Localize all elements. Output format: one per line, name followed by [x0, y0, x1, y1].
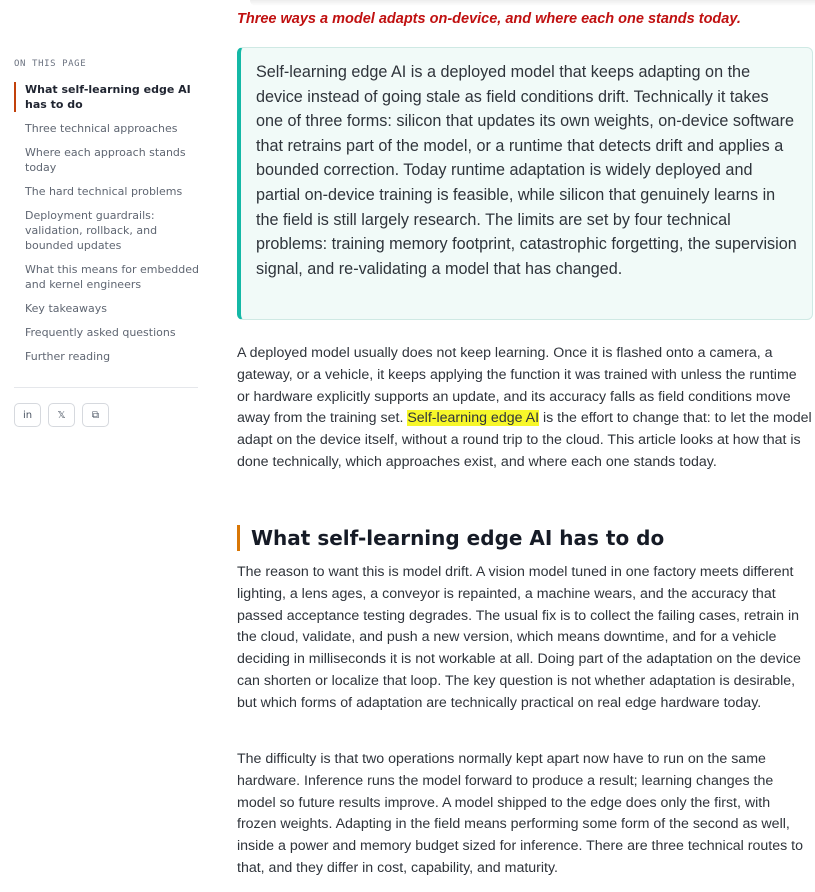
- intro-text-before: A deployed model usually does not keep learning. Once it is flashed onto a camera, a gateway, or a vehicle, it keeps applying the function it was trained with unless the runtime or hardware explicitly supports an update, and its accuracy falls as field conditions move away from the training set.: [237, 345, 797, 427]
- toc-heading: ON THIS PAGE: [14, 59, 87, 69]
- body-paragraph-2: The difficulty is that two operations normally kept apart now have to run on the same hardware. Inference runs the model forward to produce a result; learning changes the model so future results improve. A model shipped to the edge does only the first, with frozen weights. Adapting in the field means performing some form of the second as well, inside a power and memory budget sized for inference. There are three technical routes to that, and they differ in cost, capability, and maturity.: [237, 751, 803, 876]
- linkedin-share-button[interactable]: [14, 403, 41, 427]
- copy-link-icon: ⧉: [91, 409, 100, 421]
- toc-item-faq[interactable]: Frequently asked questions: [25, 326, 176, 339]
- x-icon: 𝕏: [57, 409, 66, 421]
- article-tagline: Three ways a model adapts on-device, and where each one stands today.: [237, 11, 741, 27]
- highlighted-term: Self-learning edge AI: [407, 410, 540, 427]
- section-heading: What self-learning edge AI has to do: [237, 525, 815, 551]
- toc-item-embedded-engineers[interactable]: What this means for embedded and kernel engineers: [25, 263, 199, 291]
- intro-paragraph: [237, 343, 812, 474]
- toc-item-key-takeaways[interactable]: Key takeaways: [25, 302, 107, 315]
- sidebar-divider: [14, 387, 198, 388]
- intro-text-after: is the effort to change that: to let the model adapt on the device itself, without a round trip to the cloud. This article looks at how that is done technically, which approaches exist, and where each one stands today.: [237, 410, 812, 470]
- summary-box: [237, 47, 813, 320]
- header-shadow: [250, 0, 815, 6]
- x-share-button[interactable]: [48, 403, 75, 427]
- toc-item-three-approaches[interactable]: Three technical approaches: [25, 122, 178, 135]
- toc-item-further-reading[interactable]: Further reading: [25, 350, 111, 363]
- linkedin-icon: in: [22, 409, 33, 421]
- toc-item-what-self-learning[interactable]: What self-learning edge AI has to do: [14, 82, 199, 112]
- toc-item-where-each-stands[interactable]: Where each approach stands today: [25, 146, 186, 174]
- share-buttons: [14, 403, 109, 427]
- toc-item-deployment-guardrails[interactable]: Deployment guardrails: validation, rollback, and bounded updates: [25, 209, 158, 252]
- copy-link-button[interactable]: [82, 403, 109, 427]
- body-paragraph-1: The reason to want this is model drift. A vision model tuned in one factory meets different lighting, a lens ages, a conveyor is repainted, a machine wears, and the accuracy that passed acceptance testing degrades. The usual fix is to collect the failing cases, retrain in the cloud, validate, and push a new version, which means downtime, and for a vehicle deciding in milliseconds it is not workable at all. Doing part of the adaptation on the device can shorten or localize that loop. The key question is not whether adaptation is desirable, but which forms of adaptation are technically practical on real edge hardware today.: [237, 564, 801, 711]
- table-of-contents: [14, 82, 199, 373]
- summary-text: Self-learning edge AI is a deployed model that keeps adapting on the device instead of going stale as field conditions drift. Technically it takes one of three forms: silicon that updates its own weights, on-device software that retrains part of the model, or a runtime that detects drift and applies a bounded correction. Today runtime adaptation is widely deployed and partial on-device training is feasible, while silicon that genuinely learns in the field is still largely research. The limits are set by four technical problems: training memory footprint, catastrophic forgetting, the supervision signal, and re-validating a model that has changed.: [256, 63, 797, 278]
- toc-item-hard-problems[interactable]: The hard technical problems: [25, 185, 183, 198]
